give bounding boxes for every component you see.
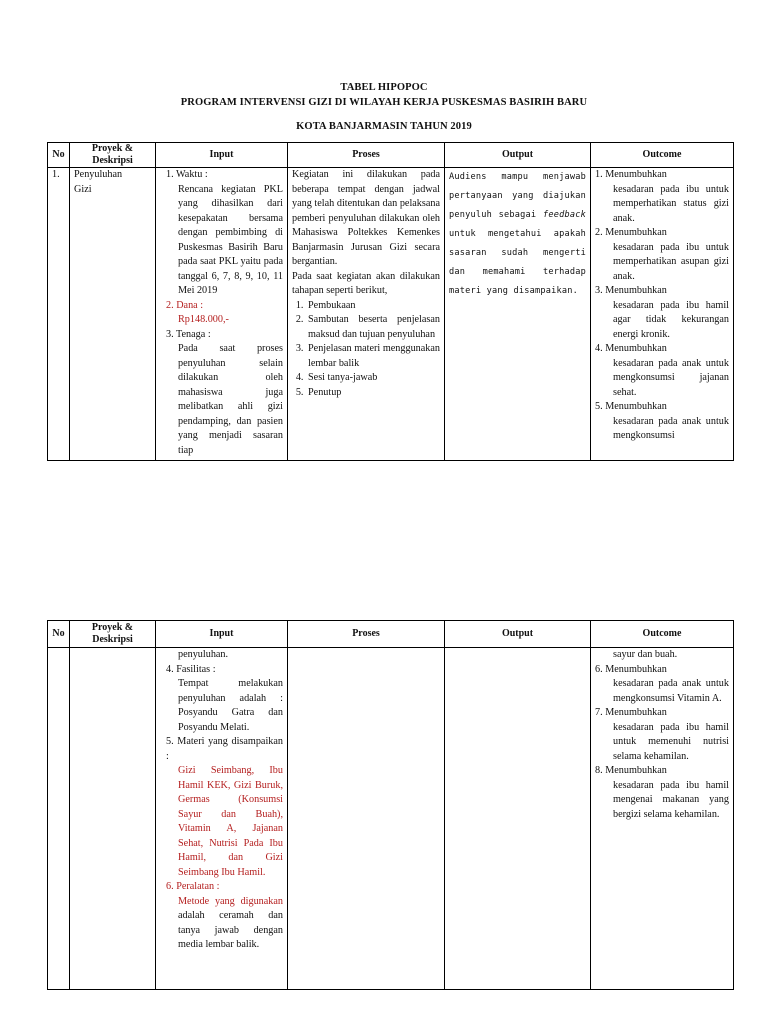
- outcome-cell: [591, 168, 734, 461]
- proses-cell: [288, 648, 445, 990]
- output-text: Audiens mampu menjawab pertanyaan yang diajukan penyuluh sebagai feedback untuk mengetahui apakah sasaran sudah mengerti dan memahami terhadap materi yang disampaikan.: [449, 172, 587, 296]
- input-peralatan-label: 6. Peralatan :: [166, 881, 220, 892]
- outcome-item: 7. Menumbuhkan kesadaran pada ibu hamil untuk memenuhi nutrisi selama kehamilan.: [595, 707, 729, 762]
- header-outcome: Outcome: [591, 143, 734, 168]
- proses-step: 5. Penutup: [306, 386, 440, 401]
- header-proses: Proses: [288, 621, 445, 648]
- hipopoc-table-2: [47, 620, 734, 990]
- input-materi-label: 5. Materi yang disampaikan :: [166, 736, 283, 762]
- input-cell: [156, 168, 288, 461]
- proses-steps: [292, 299, 440, 401]
- outcome-item: 5. Menumbuhkan kesadaran pada anak untuk mengkonsumsi: [595, 401, 729, 441]
- proses-step: 4. Sesi tanya-jawab: [306, 371, 440, 386]
- header-input: Input: [156, 621, 288, 648]
- table-header-row: [48, 143, 734, 168]
- output-cell: [445, 168, 591, 461]
- header-outcome: Outcome: [591, 621, 734, 648]
- proses-cell: [288, 168, 445, 461]
- input-fasilitas-text: Tempat melakukan penyuluhan adalah : Posyandu Gatra dan Posyandu Melati.: [178, 678, 283, 733]
- header-output: Output: [445, 621, 591, 648]
- outcome-cont: sayur dan buah.: [613, 649, 678, 660]
- header-output: Output: [445, 143, 591, 168]
- output-feedback: feedback: [543, 210, 587, 220]
- proses-step: 2. Sambutan beserta penjelasan maksud dan tujuan penyuluhan: [306, 313, 440, 342]
- input-peralatan-text: Metode yang digunakan adalah ceramah dan tanya jawab dengan media lembar balik.: [178, 895, 283, 950]
- row-proyek: [70, 648, 156, 990]
- proses-para1: Kegiatan ini dilakukan pada beberapa tempat dengan jadwal yang telah ditentukan dan pelaksana pemberi penyuluhan dilakukan oleh Mahasiswa Poltekkes Kemenkes Banjarmasin Jurusan Gizi secara bergantian.: [292, 169, 440, 267]
- proses-para2: Pada saat kegiatan akan dilakukan tahapan seperti berikut,: [292, 270, 440, 296]
- input-tenaga-label: 3. Tenaga :: [166, 328, 211, 340]
- outcome-item: 2. Menumbuhkan kesadaran pada ibu untuk memperhatikan asupan gizi anak.: [595, 227, 729, 282]
- input-tenaga-text: Pada saat proses penyuluhan selain dilakukan oleh mahasiswa juga melibatkan ahli gizi pendamping, dan pasien yang menjadi sasaran tiap: [178, 343, 283, 456]
- table-row: [48, 168, 734, 461]
- hipopoc-table-1: [47, 142, 734, 461]
- header-proyek: Proyek & Deskripsi: [70, 143, 156, 168]
- outcome-item: 1. Menumbuhkan kesadaran pada ibu untuk memperhatikan status gizi anak.: [595, 169, 729, 224]
- header-no: No: [48, 621, 70, 648]
- input-fasilitas-label: 4. Fasilitas :: [166, 663, 216, 675]
- header-input: Input: [156, 143, 288, 168]
- header-no: No: [48, 143, 70, 168]
- input-cont: penyuluhan.: [178, 649, 229, 660]
- header-proses: Proses: [288, 143, 445, 168]
- outcome-item: 6. Menumbuhkan kesadaran pada anak untuk mengkonsumsi Vitamin A.: [595, 663, 729, 704]
- outcome-item: 4. Menumbuhkan kesadaran pada anak untuk mengkonsumsi jajanan sehat.: [595, 343, 729, 398]
- input-waktu-label: 1. Waktu :: [166, 169, 208, 180]
- table-row: [48, 648, 734, 990]
- doc-subtitle: PROGRAM INTERVENSI GIZI DI WILAYAH KERJA PUSKESMAS BASIRIH BARU: [180, 97, 588, 108]
- outcome-item: 3. Menumbuhkan kesadaran pada ibu hamil agar tidak kekurangan energi kronik.: [595, 285, 729, 340]
- doc-subtitle-city: KOTA BANJARMASIN TAHUN 2019: [296, 121, 472, 132]
- outcome-cell: [591, 648, 734, 990]
- outcome-item: 8. Menumbuhkan kesadaran pada ibu hamil mengenai makanan yang bergizi selama kehamilan.: [595, 765, 729, 820]
- header-proyek: Proyek & Deskripsi: [70, 621, 156, 648]
- input-dana-value: Rp148.000,-: [178, 314, 229, 325]
- input-dana-label: 2. Dana :: [166, 299, 204, 311]
- row-no: 1.: [48, 168, 70, 461]
- table-header-row: [48, 621, 734, 648]
- input-materi-text: Gizi Seimbang, Ibu Hamil KEK, Gizi Buruk, Germas (Konsumsi Sayur dan Buah), Vitamin A, Jajanan Sehat, Nutrisi Pada Ibu Hamil, dan Gizi Seimbang Ibu Hamil.: [178, 765, 283, 878]
- output-cell: [445, 648, 591, 990]
- proses-step: 3. Penjelasan materi menggunakan lembar balik: [306, 342, 440, 371]
- input-cell: [156, 648, 288, 990]
- row-proyek: Penyuluhan Gizi: [70, 168, 156, 461]
- proses-step: 1. Pembukaan: [306, 299, 440, 314]
- row-no: [48, 648, 70, 990]
- doc-title: TABEL HIPOPOC: [340, 82, 428, 93]
- input-waktu-text: Rencana kegiatan PKL yang dihasilkan dari kesepakatan bersama dengan pembimbing di Puskesmas Basirih Baru pada saat PKL yaitu pada tanggal 6, 7, 8, 9, 10, 11 Mei 2019: [178, 183, 283, 296]
